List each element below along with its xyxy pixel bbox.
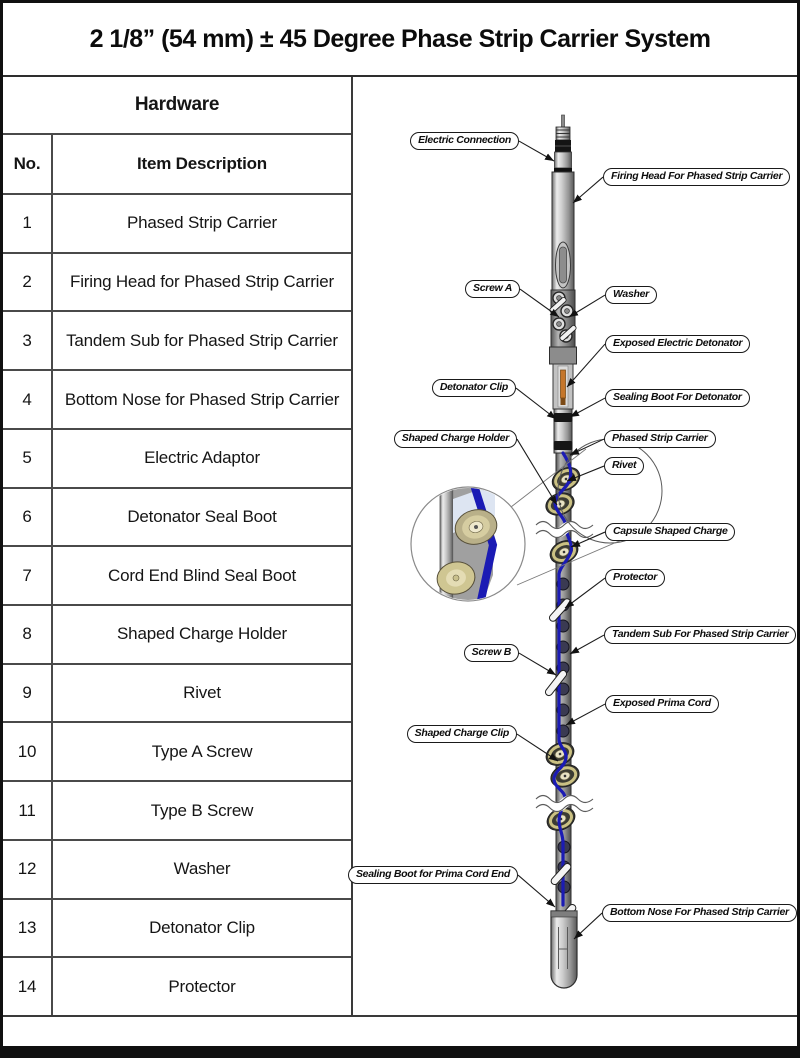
item-description-cell: Tandem Sub for Phased Strip Carrier	[66, 330, 338, 350]
callout-screw-b: Screw B	[464, 644, 519, 662]
row-number-cell: 6	[3, 489, 53, 546]
callout-protector: Protector	[605, 569, 665, 587]
item-description-cell: Bottom Nose for Phased Strip Carrier	[64, 389, 340, 409]
row-number-cell: 13	[3, 900, 53, 957]
row-number-cell: 1	[3, 195, 53, 252]
table-row	[3, 782, 351, 841]
row-number-cell: 3	[3, 312, 53, 369]
callout-sealing-boot-prima-cord-end: Sealing Boot for Prima Cord End	[348, 866, 518, 884]
table-row	[3, 606, 351, 665]
detonator-section	[550, 347, 577, 409]
hardware-table	[3, 77, 353, 1015]
row-number-cell: 2	[3, 254, 53, 311]
table-row	[3, 723, 351, 782]
break-squiggle	[536, 796, 593, 812]
bottom-nose-body	[551, 911, 577, 988]
item-description-cell: Type B Screw	[150, 800, 254, 820]
column-header-no: No.	[3, 135, 53, 193]
title-band	[3, 3, 797, 77]
callout-detonator-clip: Detonator Clip	[432, 379, 516, 397]
detail-view-circle	[411, 484, 525, 607]
item-description-cell: Shaped Charge Holder	[117, 624, 287, 644]
item-description-cell: Protector	[168, 976, 236, 996]
item-description-cell: Rivet	[183, 683, 221, 703]
callout-exposed-electric-detonator: Exposed Electric Detonator	[605, 335, 750, 353]
row-number-cell: 12	[3, 841, 53, 898]
table-row	[3, 547, 351, 606]
callout-bottom-nose: Bottom Nose For Phased Strip Carrier	[602, 904, 797, 922]
callout-washer: Washer	[605, 286, 657, 304]
callout-capsule-shaped-charge: Capsule Shaped Charge	[605, 523, 735, 541]
row-number-cell: 4	[3, 371, 53, 428]
row-number-cell: 9	[3, 665, 53, 722]
row-number-cell: 5	[3, 430, 53, 487]
callout-rivet: Rivet	[604, 457, 644, 475]
callout-screw-a: Screw A	[465, 280, 520, 298]
item-description-cell: Phased Strip Carrier	[126, 213, 277, 233]
row-number-cell: 8	[3, 606, 53, 663]
callout-electric-connection: Electric Connection	[410, 132, 519, 150]
table-row	[3, 430, 351, 489]
row-number-cell: 7	[3, 547, 53, 604]
item-description-cell: Electric Adaptor	[144, 448, 260, 468]
callout-firing-head: Firing Head For Phased Strip Carrier	[603, 168, 790, 186]
table-row	[3, 254, 351, 313]
item-description-cell: Detonator Seal Boot	[127, 506, 277, 526]
column-header-item-description: Item Description	[137, 154, 267, 173]
item-description-cell: Washer	[173, 859, 231, 879]
callout-shaped-charge-holder: Shaped Charge Holder	[394, 430, 517, 448]
electric-detonator	[561, 370, 566, 398]
row-number-cell: 11	[3, 782, 53, 839]
page-title: 2 1/8” (54 mm) ± 45 Degree Phase Strip Carrier System	[89, 24, 711, 53]
table-body	[3, 195, 351, 1015]
item-description-cell: Cord End Blind Seal Boot	[108, 565, 296, 585]
callout-tandem-sub: Tandem Sub For Phased Strip Carrier	[604, 626, 796, 644]
item-description-cell: Type A Screw	[151, 741, 253, 761]
callout-phased-strip-carrier: Phased Strip Carrier	[604, 430, 716, 448]
table-row	[3, 958, 351, 1015]
sealing-boot-section	[554, 409, 573, 453]
item-description-cell: Firing Head for Phased Strip Carrier	[70, 272, 334, 292]
table-row	[3, 665, 351, 724]
table-row	[3, 371, 351, 430]
table-row	[3, 312, 351, 371]
table-row	[3, 841, 351, 900]
tool-assembly	[536, 115, 593, 988]
callout-exposed-prima-cord: Exposed Prima Cord	[605, 695, 719, 713]
footer-strip	[3, 1015, 797, 1046]
break-squiggle	[536, 522, 593, 538]
table-row	[3, 900, 351, 959]
table-row	[3, 195, 351, 254]
table-row	[3, 489, 351, 548]
perforated-top-section	[549, 290, 577, 347]
electric-connection-pin	[554, 115, 572, 172]
diagram-panel	[353, 77, 795, 1015]
firing-head-body	[552, 172, 574, 290]
row-number-cell: 14	[3, 958, 53, 1015]
item-description-cell: Detonator Clip	[149, 917, 255, 937]
content-area	[3, 77, 797, 1015]
row-number-cell: 10	[3, 723, 53, 780]
table-column-header-row	[3, 135, 351, 195]
callout-shaped-charge-clip: Shaped Charge Clip	[407, 725, 517, 743]
callout-sealing-boot-for-detonator: Sealing Boot For Detonator	[605, 389, 750, 407]
table-group-header: Hardware	[3, 77, 351, 135]
